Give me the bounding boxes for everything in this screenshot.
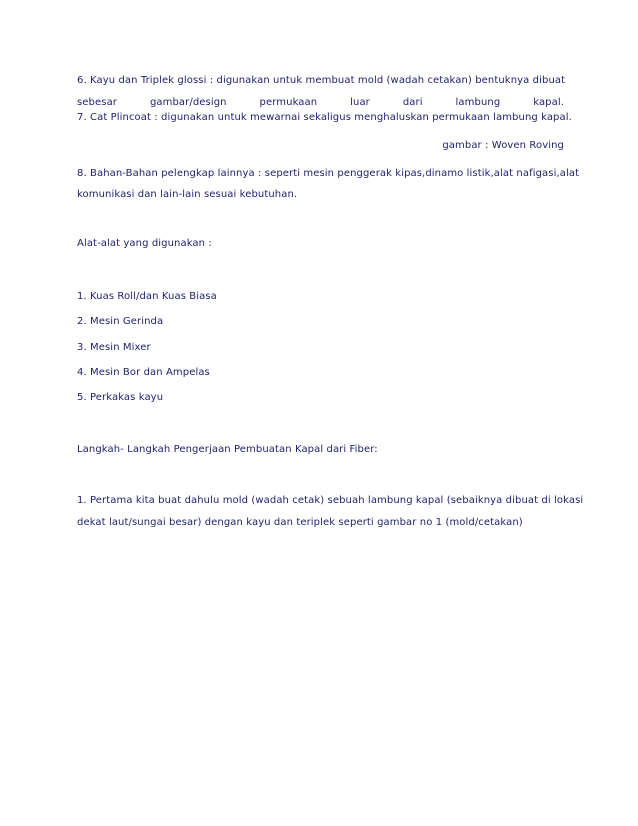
tool-item: 5. Perkakas kayu xyxy=(77,392,164,403)
tool-item: 2. Mesin Gerinda xyxy=(77,316,164,327)
item-7: 7. Cat Plincoat : digunakan untuk mewarnai sekaligus menghaluskan permukaan lambung kapal. xyxy=(77,112,572,123)
item-6-line-1: 6. Kayu dan Triplek glossi : digunakan untuk membuat mold (wadah cetakan) bentuknya dibuat xyxy=(77,75,566,86)
tools-heading: Alat-alat yang digunakan : xyxy=(77,238,212,249)
item-8-line-1: 8. Bahan-Bahan pelengkap lainnya : seperti mesin penggerak kipas,dinamo listik,alat nafigasi,alat xyxy=(77,168,580,179)
tool-item: 4. Mesin Bor dan Ampelas xyxy=(77,367,210,378)
item-6-line-2: sebesar gambar/design permukaan luar dari lambung kapal. xyxy=(77,97,564,108)
step-1-line-1: 1. Pertama kita buat dahulu mold (wadah cetak) sebuah lambung kapal (sebaiknya dibuat di lokasi xyxy=(77,495,584,506)
item-8-line-2: komunikasi dan lain-lain sesuai kebutuhan. xyxy=(77,189,298,200)
tool-item: 1. Kuas Roll/dan Kuas Biasa xyxy=(77,291,217,302)
step-1-line-2: dekat laut/sungai besar) dengan kayu dan teriplek seperti gambar no 1 (mold/cetakan) xyxy=(77,517,523,528)
tool-item: 3. Mesin Mixer xyxy=(77,342,151,353)
image-caption: gambar : Woven Roving xyxy=(442,140,564,151)
steps-heading: Langkah- Langkah Pengerjaan Pembuatan Kapal dari Fiber: xyxy=(77,444,378,455)
